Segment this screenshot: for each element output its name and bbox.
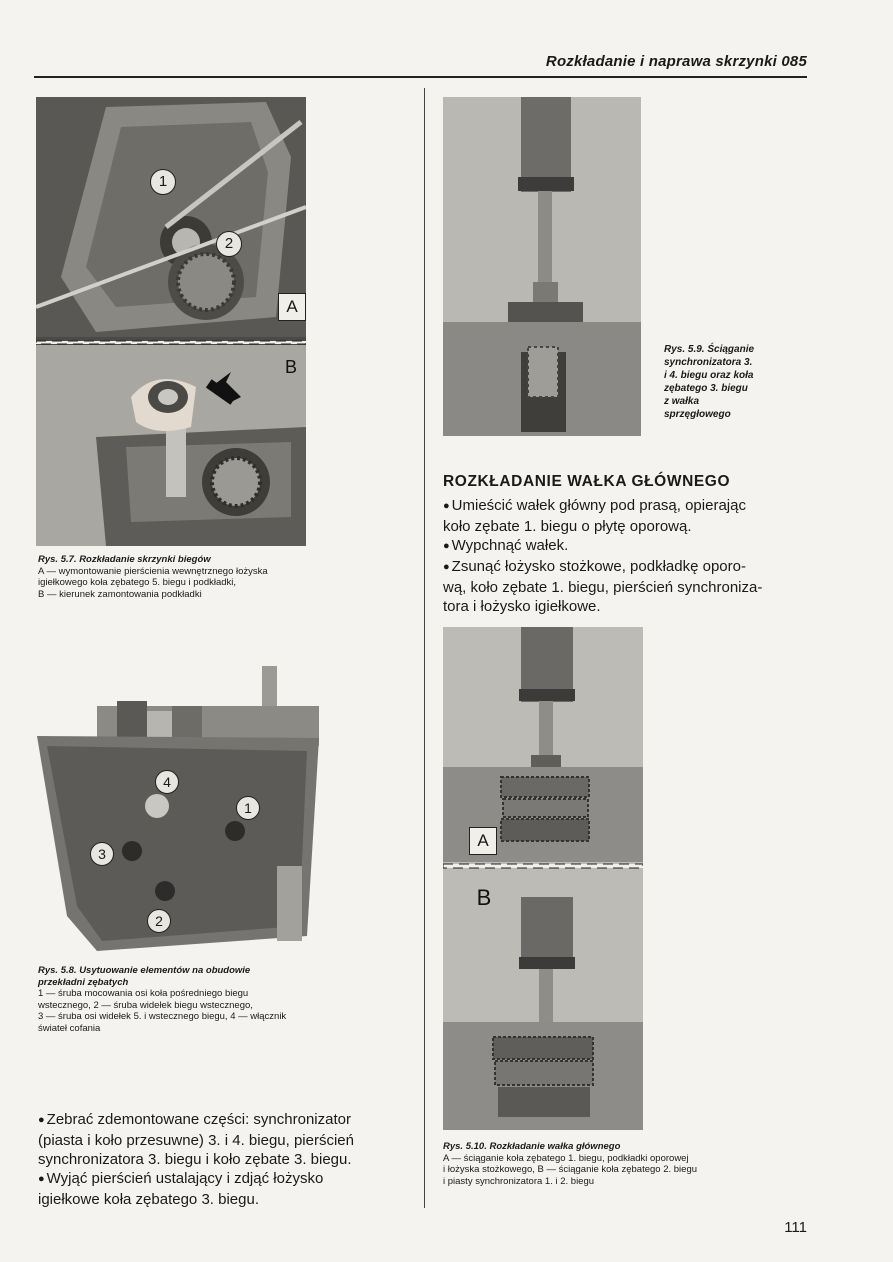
figure-5-10-photo <box>443 627 643 1130</box>
caption-line: sprzęgłowego <box>664 409 731 420</box>
figure-5-9-photo <box>443 97 641 436</box>
marker-2: 2 <box>216 231 242 257</box>
label-b: B <box>284 357 297 377</box>
caption-title: Rys. 5.10. Rozkładanie wałka głównego <box>443 1141 621 1152</box>
caption-line: A — ściąganie koła zębatego 1. biegu, podkładki oporowej <box>443 1152 689 1164</box>
caption-title: Rys. 5.7. Rozkładanie skrzynki biegów <box>38 554 211 565</box>
figure-5-9-caption <box>664 343 814 421</box>
caption-line: 1 — śruba mocowania osi koła pośredniego biegu <box>38 988 249 999</box>
paragraph-line: ● Wypchnąć wałek. <box>443 536 813 557</box>
page-number: 111 <box>784 1219 807 1236</box>
label-b: B <box>476 885 492 910</box>
caption-line: igiełkowego koła zębatego 5. biegu i podkładki, <box>38 577 237 588</box>
caption-line: i łożyska stożkowego, B — ściąganie koła zębatego 2. biegu <box>443 1164 698 1175</box>
caption-line: i 4. biegu oraz koła <box>664 370 754 381</box>
section-body-text <box>443 496 813 616</box>
running-header: Rozkładanie i naprawa skrzynki 085 <box>545 53 807 70</box>
paragraph-line: ● Zebrać zdemontowane części: synchronizator <box>38 1110 418 1131</box>
caption-line: świateł cofania <box>38 1022 101 1034</box>
label-a: A <box>469 827 497 855</box>
label-a: A <box>278 293 306 321</box>
marker-3: 3 <box>90 842 114 866</box>
paragraph-line: igiełkowe koła zębatego 3. biegu. <box>38 1191 259 1208</box>
marker-2: 2 <box>147 909 171 933</box>
column-divider <box>424 88 425 1208</box>
section-heading: ROZKŁADANIE WAŁKA GŁÓWNEGO <box>443 473 731 490</box>
paragraph-line: synchronizatora 3. biegu i koło zębate 3. biegu. <box>38 1151 352 1168</box>
caption-line: Rys. 5.9. Ściąganie <box>664 344 755 355</box>
caption-line: wstecznego, 2 — śruba widełek biegu wstecznego, <box>38 999 253 1011</box>
paragraph-line: ● Umieścić wałek główny pod prasą, opierając <box>443 496 813 517</box>
marker-1: 1 <box>236 796 260 820</box>
paragraph-line: ● Wyjąć pierścień ustalający i zdjąć łożysko <box>38 1169 418 1190</box>
paragraph-line: wą, koło zębate 1. biegu, pierścień synchroniza- <box>443 579 763 596</box>
left-body-text <box>38 1110 418 1209</box>
figure-5-7-photo <box>36 97 306 546</box>
marker-1: 1 <box>150 169 176 195</box>
paragraph-line: ● Zsunąć łożysko stożkowe, podkładkę oporo- <box>443 557 813 578</box>
caption-line: B — kierunek zamontowania podkładki <box>38 588 202 600</box>
paragraph-line: koło zębate 1. biegu o płytę oporową. <box>443 518 692 535</box>
caption-line: zębatego 3. biegu <box>664 383 748 394</box>
figure-5-7-caption <box>38 554 408 600</box>
caption-line: z wałka <box>664 396 700 407</box>
marker-4: 4 <box>155 770 179 794</box>
caption-title: przekładni zębatych <box>38 976 129 988</box>
figure-5-8-caption <box>38 965 408 1034</box>
paragraph-line: (piasta i koło przesuwne) 3. i 4. biegu, pierścień <box>38 1132 354 1149</box>
caption-title: Rys. 5.8. Usytuowanie elementów na obudowie <box>38 965 251 976</box>
caption-line: A — wymontowanie pierścienia wewnętrznego łożyska <box>38 565 268 577</box>
caption-line: 3 — śruba osi widełek 5. i wstecznego biegu, 4 — włącznik <box>38 1011 287 1022</box>
figure-5-10-caption <box>443 1141 813 1187</box>
figure-5-8-photo <box>37 666 319 956</box>
caption-line: i piasty synchronizatora 1. i 2. biegu <box>443 1175 595 1187</box>
paragraph-line: tora i łożysko igiełkowe. <box>443 598 601 615</box>
header-rule <box>34 76 807 78</box>
caption-line: synchronizatora 3. <box>664 357 753 368</box>
